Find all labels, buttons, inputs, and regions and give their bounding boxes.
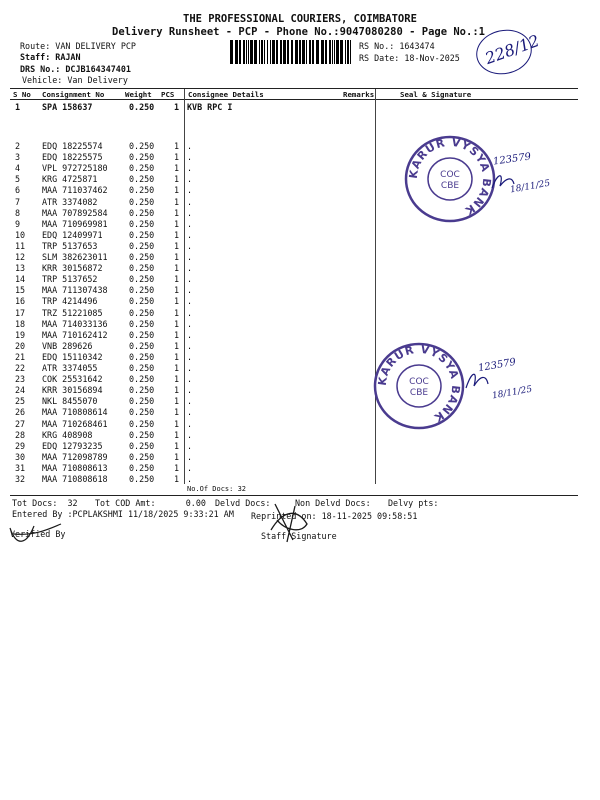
cell-details: . bbox=[187, 252, 193, 262]
barcode-bar bbox=[347, 40, 349, 64]
cell-cons: VPL 972725180 bbox=[42, 163, 108, 174]
cell-sno: 11 bbox=[15, 240, 26, 251]
cell-pcs: 1 bbox=[174, 474, 180, 484]
cell-details: . bbox=[187, 163, 193, 174]
cell-pcs: 1 bbox=[174, 451, 180, 462]
cell-wt: 0.250 bbox=[129, 141, 155, 151]
table-row bbox=[0, 407, 600, 418]
cell-details: . bbox=[187, 207, 193, 218]
table-row bbox=[0, 252, 600, 263]
cell-details: . bbox=[187, 174, 193, 185]
cell-cons: TRZ 51221085 bbox=[42, 307, 103, 318]
cell-pcs: 1 bbox=[174, 351, 180, 362]
cell-cons: MAA 710162412 bbox=[42, 329, 108, 340]
cell-pcs: 1 bbox=[174, 374, 180, 385]
table-row bbox=[0, 452, 600, 463]
staff-signature bbox=[265, 500, 320, 545]
cell-cons: KRG 4725871 bbox=[42, 174, 98, 185]
barcode-bar bbox=[254, 40, 257, 64]
stamp-2-date: 18/11/25 bbox=[491, 384, 533, 402]
cell-details: . bbox=[187, 285, 193, 296]
barcode-bar bbox=[309, 40, 311, 64]
col-consignment: Consignment No bbox=[42, 90, 105, 99]
cell-pcs: 1 bbox=[174, 307, 180, 318]
table-row bbox=[0, 474, 600, 485]
rs-number: RS No.: 1643474 bbox=[359, 41, 435, 51]
cell-sno: 23 bbox=[15, 374, 26, 385]
cell-sno: 7 bbox=[15, 196, 21, 207]
cell-sno: 8 bbox=[15, 207, 21, 218]
table-row bbox=[0, 241, 600, 252]
cell-pcs: 1 bbox=[174, 462, 180, 473]
cell-wt: 0.250 bbox=[129, 229, 155, 240]
cell-cons: EDQ 18225574 bbox=[42, 141, 103, 151]
cell-pcs: 1 bbox=[174, 363, 180, 373]
cell-pcs: 1 bbox=[174, 429, 180, 440]
cell-details: . bbox=[187, 329, 193, 340]
handwritten-count: 228/12 bbox=[482, 30, 542, 69]
delivery-points: Delvy pts: bbox=[388, 498, 439, 508]
cell-pcs: 1 bbox=[174, 229, 180, 240]
cell-sno: 30 bbox=[15, 451, 26, 462]
cell-sno: 27 bbox=[15, 418, 26, 429]
table-row bbox=[0, 274, 600, 285]
cell-details: . bbox=[187, 340, 193, 351]
cell-cons: TRP 4214496 bbox=[42, 296, 98, 307]
cell-details: . bbox=[187, 374, 193, 385]
staff-label: Staff: RAJAN bbox=[20, 52, 81, 62]
company-name: THE PROFESSIONAL COURIERS, COIMBATORE bbox=[183, 13, 417, 25]
cell-wt: 0.250 bbox=[129, 374, 155, 385]
table-row bbox=[0, 208, 600, 219]
cell-pcs: 1 bbox=[174, 163, 180, 174]
cell-cons: KRG 408908 bbox=[42, 429, 93, 440]
cell-cons: KRR 30156872 bbox=[42, 263, 103, 274]
cell-cons: MAA 714033136 bbox=[42, 318, 108, 329]
cell-wt: 0.250 bbox=[129, 263, 155, 274]
barcode-bar bbox=[336, 40, 339, 64]
stamp-2-center-line-2: CBE bbox=[409, 388, 429, 398]
cell-details: . bbox=[187, 474, 193, 484]
cell-pcs: 1 bbox=[174, 340, 180, 351]
barcode bbox=[230, 40, 355, 64]
barcode-bar bbox=[280, 40, 282, 64]
cell-wt: 0.250 bbox=[129, 351, 155, 362]
barcode-bar bbox=[248, 40, 249, 64]
barcode-bar bbox=[261, 40, 263, 64]
total-cod: Tot COD Amt: 0.00 bbox=[95, 498, 206, 508]
col-sno: S No bbox=[13, 90, 31, 99]
cell-details: . bbox=[187, 185, 193, 196]
cell-sno: 22 bbox=[15, 363, 26, 373]
table-row bbox=[0, 230, 600, 241]
footer-rule bbox=[10, 495, 578, 496]
cell-details: . bbox=[187, 462, 193, 473]
cell-cons: SLM 382623011 bbox=[42, 252, 108, 262]
barcode-bar bbox=[321, 40, 324, 64]
col-pcs: PCS bbox=[161, 90, 175, 99]
barcode-bar bbox=[334, 40, 335, 64]
cell-wt: 0.250 bbox=[129, 102, 155, 112]
cell-cons: MAA 710808613 bbox=[42, 462, 108, 473]
cell-wt: 0.250 bbox=[129, 340, 155, 351]
cell-wt: 0.250 bbox=[129, 218, 155, 229]
cell-sno: 18 bbox=[15, 318, 26, 329]
cell-cons: SPA 158637 bbox=[42, 102, 93, 112]
barcode-bar bbox=[312, 40, 314, 64]
cell-details: . bbox=[187, 418, 193, 429]
bank-stamp-1 bbox=[402, 133, 498, 225]
non-delivered-docs: Non Delvd Docs: bbox=[295, 498, 371, 508]
cell-sno: 13 bbox=[15, 263, 26, 274]
cell-wt: 0.250 bbox=[129, 318, 155, 329]
cell-cons: MAA 710808614 bbox=[42, 407, 108, 418]
cell-details: . bbox=[187, 240, 193, 251]
cell-pcs: 1 bbox=[174, 285, 180, 296]
cell-pcs: 1 bbox=[174, 329, 180, 340]
cell-sno: 9 bbox=[15, 218, 21, 229]
cell-pcs: 1 bbox=[174, 407, 180, 418]
barcode-bar bbox=[272, 40, 275, 64]
barcode-bar bbox=[243, 40, 245, 64]
stamp-1-note: 123579 bbox=[492, 151, 532, 168]
verified-by: Verified By bbox=[10, 529, 66, 539]
cell-wt: 0.250 bbox=[129, 285, 155, 296]
cell-wt: 0.250 bbox=[129, 252, 155, 262]
table-row bbox=[0, 374, 600, 385]
cell-details: . bbox=[187, 451, 193, 462]
cell-pcs: 1 bbox=[174, 141, 180, 151]
table-row bbox=[0, 263, 600, 274]
table-row bbox=[0, 330, 600, 341]
cell-details: . bbox=[187, 229, 193, 240]
table-row bbox=[0, 441, 600, 452]
cell-wt: 0.250 bbox=[129, 196, 155, 207]
cell-wt: 0.250 bbox=[129, 296, 155, 307]
cell-sno: 24 bbox=[15, 385, 26, 396]
cell-wt: 0.250 bbox=[129, 363, 155, 373]
table-row bbox=[0, 102, 600, 113]
cell-pcs: 1 bbox=[174, 440, 180, 451]
stamp-2-center-line-1: COC bbox=[409, 377, 429, 387]
barcode-bar bbox=[270, 40, 271, 64]
barcode-bar bbox=[264, 40, 265, 64]
cell-wt: 0.250 bbox=[129, 396, 155, 407]
cell-cons: MAA 711307438 bbox=[42, 285, 108, 296]
barcode-bar bbox=[329, 40, 331, 64]
cell-cons: EDQ 12793235 bbox=[42, 440, 103, 451]
cell-cons: EDQ 12409971 bbox=[42, 229, 103, 240]
total-docs: Tot Docs: 32 bbox=[12, 498, 78, 508]
barcode-bar bbox=[276, 40, 278, 64]
entered-by: Entered By :PCPLAKSHMI 11/18/2025 9:33:21 AM bbox=[12, 509, 234, 519]
cell-details: . bbox=[187, 263, 193, 274]
cell-pcs: 1 bbox=[174, 263, 180, 274]
cell-wt: 0.250 bbox=[129, 474, 155, 484]
cell-cons: MAA 712098789 bbox=[42, 451, 108, 462]
col-consignee: Consignee Details bbox=[188, 90, 264, 99]
stamp-1-date: 18/11/25 bbox=[509, 178, 551, 196]
cell-details: . bbox=[187, 141, 193, 151]
cell-details: . bbox=[187, 396, 193, 407]
route-label: Route: VAN DELIVERY PCP bbox=[20, 41, 136, 51]
vehicle-label: Vehicle: Van Delivery bbox=[22, 75, 128, 85]
barcode-bar bbox=[295, 40, 298, 64]
cell-sno: 1 bbox=[15, 102, 21, 112]
cell-cons: MAA 710268461 bbox=[42, 418, 108, 429]
cell-cons: NKL 8455070 bbox=[42, 396, 98, 407]
cell-wt: 0.250 bbox=[129, 307, 155, 318]
cell-cons: MAA 710969981 bbox=[42, 218, 108, 229]
no-of-docs: No.Of Docs: 32 bbox=[187, 485, 247, 493]
cell-wt: 0.250 bbox=[129, 240, 155, 251]
cell-cons: MAA 711037462 bbox=[42, 185, 108, 196]
barcode-bar bbox=[250, 40, 253, 64]
cell-sno: 32 bbox=[15, 474, 26, 484]
cell-wt: 0.250 bbox=[129, 207, 155, 218]
cell-sno: 25 bbox=[15, 396, 26, 407]
stamp-2-note: 123579 bbox=[477, 356, 517, 375]
cell-sno: 14 bbox=[15, 274, 26, 285]
table-row bbox=[0, 319, 600, 330]
barcode-bar bbox=[332, 40, 333, 64]
col-weight: Weight bbox=[125, 90, 152, 99]
cell-pcs: 1 bbox=[174, 274, 180, 285]
cell-details: . bbox=[187, 196, 193, 207]
cell-sno: 4 bbox=[15, 163, 21, 174]
stamp-1-center-line-1: COC bbox=[440, 170, 460, 180]
delivered-docs: Delvd Docs: bbox=[215, 498, 271, 508]
barcode-bar bbox=[287, 40, 289, 64]
barcode-bar bbox=[291, 40, 293, 64]
cell-pcs: 1 bbox=[174, 296, 180, 307]
table-row bbox=[0, 296, 600, 307]
barcode-bar bbox=[259, 40, 260, 64]
stamp-2-signature bbox=[462, 368, 492, 392]
rs-date: RS Date: 18-Nov-2025 bbox=[359, 53, 460, 63]
cell-cons: MAA 707892584 bbox=[42, 207, 108, 218]
cell-details: . bbox=[187, 440, 193, 451]
cell-sno: 29 bbox=[15, 440, 26, 451]
col-seal: Seal & Signature bbox=[400, 90, 472, 99]
cell-wt: 0.250 bbox=[129, 451, 155, 462]
table-row bbox=[0, 463, 600, 474]
cell-cons: MAA 710808618 bbox=[42, 474, 108, 484]
cell-cons: ATR 3374055 bbox=[42, 363, 98, 373]
runsheet-title: Delivery Runsheet - PCP - Phone No.:9047080280 - Page No.:1 bbox=[112, 26, 485, 38]
cell-cons: EDQ 18225575 bbox=[42, 152, 103, 163]
cell-sno: 20 bbox=[15, 340, 26, 351]
reprinted-on: Reprinted on: 18-11-2025 09:58:51 bbox=[251, 511, 418, 521]
cell-sno: 21 bbox=[15, 351, 26, 362]
barcode-bar bbox=[239, 40, 241, 64]
cell-wt: 0.250 bbox=[129, 462, 155, 473]
barcode-bar bbox=[235, 40, 238, 64]
cell-wt: 0.250 bbox=[129, 329, 155, 340]
cell-details: . bbox=[187, 274, 193, 285]
cell-details: . bbox=[187, 296, 193, 307]
staff-signature-label: Staff Signature bbox=[261, 531, 337, 541]
cell-wt: 0.250 bbox=[129, 185, 155, 196]
cell-wt: 0.250 bbox=[129, 274, 155, 285]
cell-wt: 0.250 bbox=[129, 418, 155, 429]
cell-sno: 31 bbox=[15, 462, 26, 473]
barcode-bar bbox=[316, 40, 319, 64]
cell-pcs: 1 bbox=[174, 252, 180, 262]
cell-sno: 6 bbox=[15, 185, 21, 196]
header-rule-bottom bbox=[10, 99, 578, 100]
cell-pcs: 1 bbox=[174, 396, 180, 407]
cell-sno: 19 bbox=[15, 329, 26, 340]
barcode-bar bbox=[306, 40, 307, 64]
cell-wt: 0.250 bbox=[129, 385, 155, 396]
cell-wt: 0.250 bbox=[129, 429, 155, 440]
barcode-bar bbox=[350, 40, 351, 64]
cell-sno: 15 bbox=[15, 285, 26, 296]
cell-pcs: 1 bbox=[174, 240, 180, 251]
cell-details: . bbox=[187, 152, 193, 163]
cell-wt: 0.250 bbox=[129, 163, 155, 174]
cell-pcs: 1 bbox=[174, 185, 180, 196]
cell-pcs: 1 bbox=[174, 385, 180, 396]
barcode-bar bbox=[283, 40, 286, 64]
cell-details: . bbox=[187, 307, 193, 318]
cell-cons: ATR 3374082 bbox=[42, 196, 98, 207]
stamp-1-center-line-2: CBE bbox=[440, 181, 460, 191]
cell-pcs: 1 bbox=[174, 207, 180, 218]
cell-details: . bbox=[187, 351, 193, 362]
cell-pcs: 1 bbox=[174, 218, 180, 229]
cell-cons: KRR 30156894 bbox=[42, 385, 103, 396]
barcode-bar bbox=[267, 40, 268, 64]
cell-sno: 2 bbox=[15, 141, 21, 151]
cell-cons: TRP 5137653 bbox=[42, 240, 98, 251]
table-row bbox=[0, 219, 600, 230]
barcode-bar bbox=[299, 40, 301, 64]
cell-pcs: 1 bbox=[174, 418, 180, 429]
cell-wt: 0.250 bbox=[129, 174, 155, 185]
cell-cons: EDQ 15110342 bbox=[42, 351, 103, 362]
col-remarks: Remarks bbox=[343, 90, 375, 99]
cell-sno: 5 bbox=[15, 174, 21, 185]
barcode-bar bbox=[230, 40, 233, 64]
cell-cons: COK 25531642 bbox=[42, 374, 103, 385]
stamp-1-signature bbox=[488, 170, 518, 192]
table-row bbox=[0, 285, 600, 296]
cell-wt: 0.250 bbox=[129, 152, 155, 163]
cell-pcs: 1 bbox=[174, 102, 180, 112]
stamp-2-ring-text: KARUR VYSYA BANK bbox=[375, 342, 463, 425]
cell-sno: 26 bbox=[15, 407, 26, 418]
cell-sno: 12 bbox=[15, 252, 26, 262]
table-row bbox=[0, 419, 600, 430]
header-rule-top bbox=[10, 88, 578, 89]
cell-sno: 17 bbox=[15, 307, 26, 318]
cell-sno: 3 bbox=[15, 152, 21, 163]
barcode-bar bbox=[345, 40, 346, 64]
barcode-bar bbox=[302, 40, 305, 64]
barcode-bar bbox=[340, 40, 343, 64]
cell-cons: VNB 289626 bbox=[42, 340, 93, 351]
cell-wt: 0.250 bbox=[129, 407, 155, 418]
table-row bbox=[0, 341, 600, 352]
table-row bbox=[0, 308, 600, 319]
table-row bbox=[0, 430, 600, 441]
cell-sno: 16 bbox=[15, 296, 26, 307]
cell-sno: 10 bbox=[15, 229, 26, 240]
cell-pcs: 1 bbox=[174, 196, 180, 207]
cell-details: . bbox=[187, 407, 193, 418]
cell-wt: 0.250 bbox=[129, 440, 155, 451]
table-row bbox=[0, 197, 600, 208]
verifier-signature bbox=[6, 518, 66, 548]
drs-number: DRS No.: DCJB164347401 bbox=[20, 64, 131, 74]
barcode-bar bbox=[246, 40, 247, 64]
cell-details: . bbox=[187, 218, 193, 229]
stamp-1-ring-text: KARUR VYSYA BANK bbox=[406, 135, 494, 218]
cell-details: . bbox=[187, 363, 193, 373]
cell-pcs: 1 bbox=[174, 318, 180, 329]
cell-details: . bbox=[187, 318, 193, 329]
cell-pcs: 1 bbox=[174, 174, 180, 185]
cell-details: . bbox=[187, 429, 193, 440]
cell-pcs: 1 bbox=[174, 152, 180, 163]
table-row bbox=[0, 141, 600, 152]
bank-stamp-2 bbox=[371, 340, 467, 432]
cell-cons: TRP 5137652 bbox=[42, 274, 98, 285]
cell-details: . bbox=[187, 385, 193, 396]
cell-details: KVB RPC I bbox=[187, 102, 233, 112]
cell-sno: 28 bbox=[15, 429, 26, 440]
barcode-bar bbox=[325, 40, 327, 64]
